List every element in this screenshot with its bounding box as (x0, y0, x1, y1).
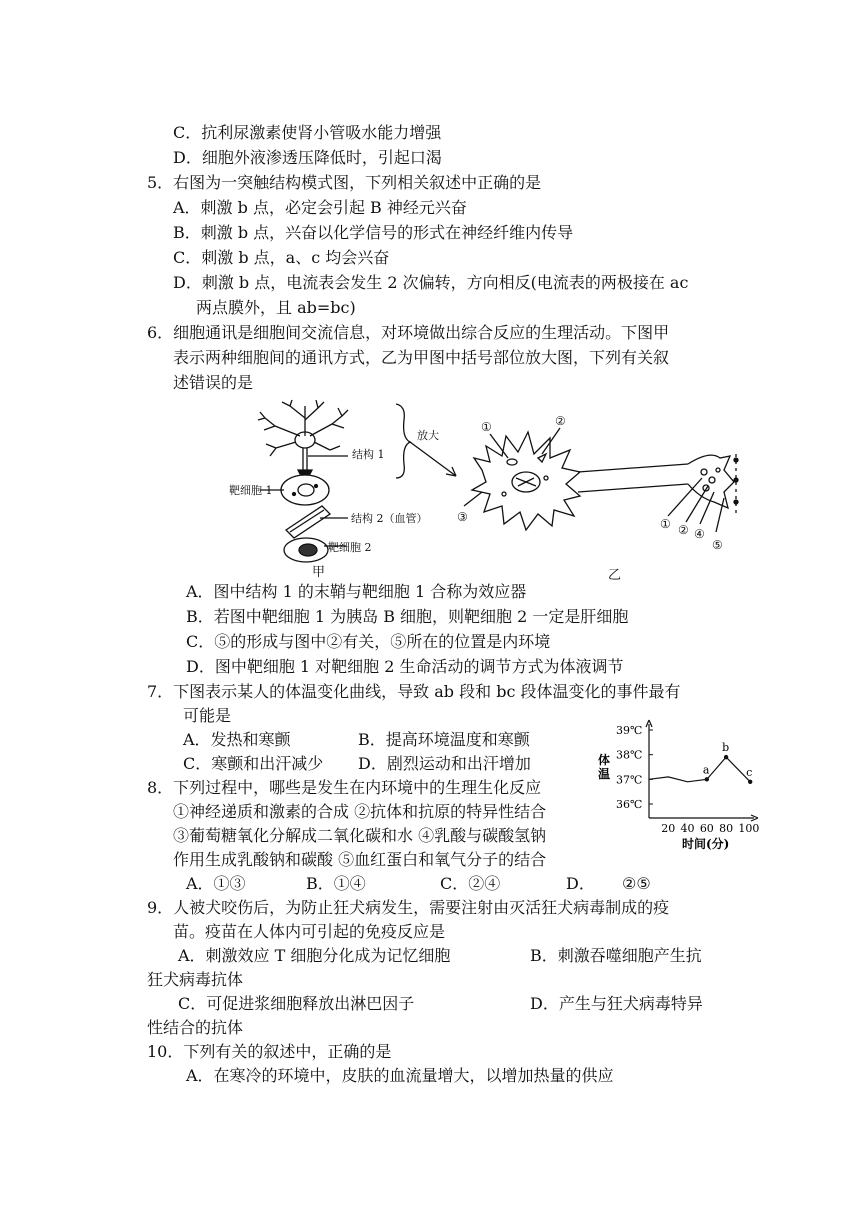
q9-option-d: D．产生与狂犬病毒特异 (530, 994, 703, 1013)
q6-option-c: C．⑤的形成与图中②有关，⑤所在的位置是内环境 (186, 632, 551, 651)
label-structure-2: 结构 2（血管） (351, 512, 428, 525)
label-yi: 乙 (608, 568, 622, 583)
y-tick-label: 38℃ (616, 748, 643, 762)
q6-option-b: B．若图中靶细胞 1 为胰岛 B 细胞，则靶细胞 2 一定是肝细胞 (186, 607, 629, 626)
x-tick-label: 20 (661, 822, 676, 835)
point-label-b: b (722, 741, 730, 755)
q5-option-d: D．刺激 b 点，电流表会发生 2 次偏转，方向相反(电流表的两极接在 ac (173, 273, 689, 292)
q8-items-3: 作用生成乳酸钠和碳酸 ⑤血红蛋白和氧气分子的结合 (173, 850, 547, 869)
x-tick-label: 80 (719, 822, 734, 835)
q4-option-d: D．细胞外液渗透压降低时，引起口渴 (173, 148, 442, 167)
y-tick-label: 39℃ (616, 724, 643, 737)
label-circled-1-top: ① (481, 420, 492, 434)
q9-option-a: A．刺激效应 T 细胞分化成为记忆细胞 (178, 946, 451, 965)
q8-items-2: ③葡萄糖氧化分解成二氧化碳和水 ④乳酸与碳酸氢钠 (173, 826, 547, 845)
q9-option-b-cont: 狂犬病毒抗体 (147, 970, 244, 989)
q6-stem-3: 述错误的是 (173, 373, 254, 392)
q7-option-a: A．发热和寒颤 (183, 730, 291, 749)
q7-option-d: D．剧烈运动和出汗增加 (358, 754, 531, 773)
label-circled-4: ④ (694, 527, 705, 541)
q8-option-a: A．①③ (186, 874, 246, 893)
label-circled-2-top: ② (555, 414, 566, 428)
y-tick-label: 37℃ (616, 773, 643, 787)
q6-stem-2: 表示两种细胞间的通讯方式，乙为甲图中括号部位放大图，下列有关叙 (173, 348, 670, 367)
q5-option-b: B．刺激 b 点，兴奋以化学信号的形式在神经纤维内传导 (173, 223, 574, 242)
q8-option-d-value: ②⑤ (622, 874, 651, 893)
label-structure-1: 结构 1 (352, 448, 385, 461)
q4-option-c: C．抗利尿激素使肾小管吸水能力增强 (173, 123, 442, 142)
x-tick-label: 60 (699, 822, 714, 835)
q8-option-b: B．①④ (306, 874, 366, 893)
q6-stem: 6．细胞通讯是细胞间交流信息，对环境做出综合反应的生理活动。下图甲 (147, 323, 670, 342)
q5-option-c: C．刺激 b 点，a、c 均会兴奋 (173, 248, 390, 267)
point-b (724, 755, 728, 759)
q6-option-d: D．图中靶细胞 1 对靶细胞 2 生命活动的调节方式为体液调节 (186, 657, 624, 676)
x-axis-label: 时间(分) (682, 837, 730, 851)
temperature-line (649, 757, 753, 782)
q8-option-c: C．②④ (440, 874, 501, 893)
body-temperature-chart (592, 718, 762, 856)
label-circled-2: ② (678, 523, 689, 537)
point-label-a: a (702, 763, 710, 777)
label-target-cell-1: 靶细胞 1 (229, 484, 273, 497)
point-label-c: c (746, 765, 753, 779)
x-tick-label: 100 (738, 822, 760, 835)
q9-option-b: B．刺激吞噬细胞产生抗 (530, 946, 702, 965)
q5-option-d-cont: 两点膜外，且 ab=bc) (196, 298, 356, 317)
y-axis-label-2: 温 (598, 767, 611, 781)
q7-stem-2: 可能是 (183, 706, 232, 725)
label-circled-3: ③ (457, 510, 468, 524)
q7-option-b: B．提高环境温度和寒颤 (358, 730, 530, 749)
label-circled-1: ① (660, 517, 671, 531)
y-tick-label: 36℃ (616, 798, 643, 811)
point-a (705, 777, 709, 781)
q9-stem: 9．人被犬咬伤后，为防止狂犬病发生，需要注射由灭活狂犬病毒制成的疫 (147, 898, 670, 917)
point-c (748, 780, 752, 784)
q8-items-1: ①神经递质和激素的合成 ②抗体和抗原的特异性结合 (173, 802, 547, 821)
label-circled-5: ⑤ (712, 538, 723, 552)
q10-option-a: A．在寒冷的环境中，皮肤的血流量增大，以增加热量的供应 (186, 1066, 614, 1085)
q9-option-c: C．可促进浆细胞释放出淋巴因子 (178, 994, 415, 1013)
q5-option-a: A．刺激 b 点，必定会引起 B 神经元兴奋 (173, 198, 467, 217)
q9-option-d-cont: 性结合的抗体 (147, 1018, 244, 1037)
label-target-cell-2: 靶细胞 2 (328, 541, 372, 554)
q6-option-a: A．图中结构 1 的末鞘与靶细胞 1 合称为效应器 (186, 582, 527, 601)
q7-stem: 7．下图表示某人的体温变化曲线，导致 ab 段和 bc 段体温变化的事件最有 (147, 682, 681, 701)
label-jia: 甲 (312, 565, 326, 580)
q9-stem-2: 苗。疫苗在人体内可引起的免疫反应是 (173, 922, 446, 941)
label-zoom: 放大 (417, 429, 439, 442)
q8-option-d: D． (566, 874, 595, 893)
q5-stem: 5．右图为一突触结构模式图，下列相关叙述中正确的是 (147, 173, 542, 192)
q7-option-c: C．寒颤和出汗减少 (183, 754, 324, 773)
x-tick-label: 40 (680, 822, 695, 835)
neuron-diagram-jia (258, 400, 456, 562)
y-axis-label-1: 体 (598, 753, 611, 767)
neuron-diagram-yi (464, 428, 738, 532)
q8-stem: 8．下列过程中，哪些是发生在内环境中的生理生化反应 (147, 778, 542, 797)
q10-stem: 10．下列有关的叙述中，正确的是 (147, 1042, 392, 1061)
